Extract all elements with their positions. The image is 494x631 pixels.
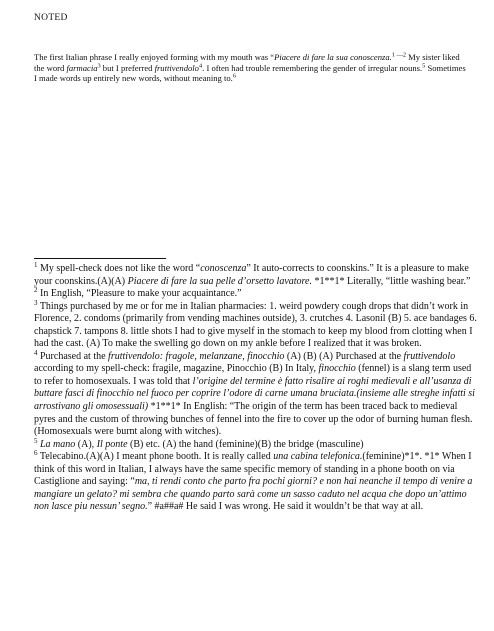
footnote-text: (fennel) is a slang term used to refer to homosexuals. I was told that	[34, 363, 472, 387]
footnote-ref: 1 —2	[391, 51, 407, 59]
footnote-number: 5	[34, 436, 38, 445]
footnote-text: (B) etc. (A) the hand (feminine)(B) the bridge (masculine)	[127, 438, 364, 450]
footnote-text: In English, “Pleasure to make your acquaintance.”	[37, 288, 242, 300]
body-paragraph	[34, 52, 470, 84]
footnote-italic: La mano	[40, 438, 76, 450]
footnote-italic: l’origine del termine è fatto risalire ai roghi medievali e all’usanza di buttare fasci di finocchio nel fuoco per coprire l’odore di carne umana bruciata.(insieme alle streghe infatti si arrostivano gli omosessuali)	[34, 375, 475, 413]
footnote-text: Purchased at the	[37, 350, 109, 362]
footnote-divider	[34, 258, 166, 259]
body-text: The first Italian phrase I really enjoyed forming with my mouth was “	[34, 52, 275, 62]
footnote-ref: 6	[232, 72, 236, 80]
footnote-text: ” #a##a# He said I was wrong. He said it wouldn’t be that way at all.	[147, 501, 424, 513]
italian-word: fruttivendolo	[154, 62, 199, 73]
footnote-6	[34, 451, 478, 514]
footnote-italic: fruttivendolo	[403, 350, 456, 362]
footnote-3	[34, 298, 478, 351]
footnote-1	[34, 263, 478, 288]
footnote-2	[34, 288, 478, 301]
footnote-ref: 5	[422, 62, 426, 70]
footnote-italic: conoscenza	[200, 263, 247, 274]
footnote-4	[34, 348, 478, 439]
footnote-text: (feminine)*1*. *1* When I think of this word in Italian, I always have the same specific memory of standing in a phone booth on via Castiglione and saying: “	[34, 451, 472, 488]
footnote-italic: ma, ti rendi conto che parto fra pochi giorni? e non hai neanche il tempo di venire a mangiare un gelato? mi sembra che quando parto sarà come un sasso caduto nel acqua che dopo un’attimo non lasce piu nessun’ segno.	[34, 476, 473, 513]
footnote-number: 2	[34, 286, 38, 295]
body-text: Sometimes I made words up entirely new words, without meaning to.	[34, 62, 466, 84]
body-text: . I often had trouble remembering the gender of irregular nouns.	[202, 62, 423, 73]
page-title: NOTED	[34, 13, 68, 23]
footnote-number: 4	[34, 348, 38, 357]
footnote-italic: finocchio	[318, 363, 356, 375]
footnote-5	[34, 436, 478, 452]
footnote-number: 3	[34, 298, 38, 307]
footnote-text: ” It auto-corrects to coonskins.” It is a pleasure to make your coonskins.(A)(A)	[34, 263, 469, 287]
footnote-text: My spell-check does not like the word “	[37, 263, 201, 274]
footnote-text: *1**1* Literally, “little washing bear.”	[312, 275, 471, 287]
footnote-number: 1	[34, 261, 38, 269]
italian-word: farmacia	[66, 62, 98, 73]
footnote-text: (A),	[75, 438, 97, 450]
footnote-text: according to my spell-check: fragile, magazine, Pinocchio (B) In Italy,	[34, 363, 319, 375]
footnote-ref: 3	[97, 62, 101, 70]
footnote-text: Things purchased by me or for me in Italian pharmacies: 1. weird powdery cough drops that didn’t work in Florence, 2. condoms (primarily from vending machines outside), 3. crutches 4. Lasonil (B) 5. ace bandages 6. chapstick 7. tampons 8. little shots I had to give myself in the stomach to keep my blood from clotting when I had the cast. (A) To make the swelling go down on my ankle before I realized that it was broken.	[34, 300, 477, 350]
body-text: but I preferred	[100, 62, 155, 73]
footnote-text: Telecabino.(A)(A) I meant phone booth. It is really called	[37, 451, 274, 463]
italian-phrase: Piacere di fare la sua conoscenza.	[274, 52, 392, 62]
footnote-italic: una cabina telefonica.	[273, 451, 363, 463]
footnote-italic: fruttivendolo: fragole, melanzane, finocchio	[108, 350, 285, 362]
footnotes-section	[34, 263, 478, 514]
footnote-text: *1**1* In English: “The origin of the term has been traced back to medieval pyres and the custom of throwing bunches of fennel into the fire to cover up the odor of burning human flesh. (Homosexuals were burnt along with witches).	[34, 401, 473, 438]
footnote-text: (A) (B) (A) Purchased at the	[284, 350, 404, 362]
footnote-number: 6	[34, 449, 38, 458]
body-text: My sister liked the word	[34, 52, 460, 73]
footnote-ref: 4	[198, 62, 203, 70]
footnote-italic: Piacere di fare la sua pelle d’orsetto lavatore.	[127, 275, 312, 287]
footnote-italic: Il ponte	[96, 438, 128, 450]
